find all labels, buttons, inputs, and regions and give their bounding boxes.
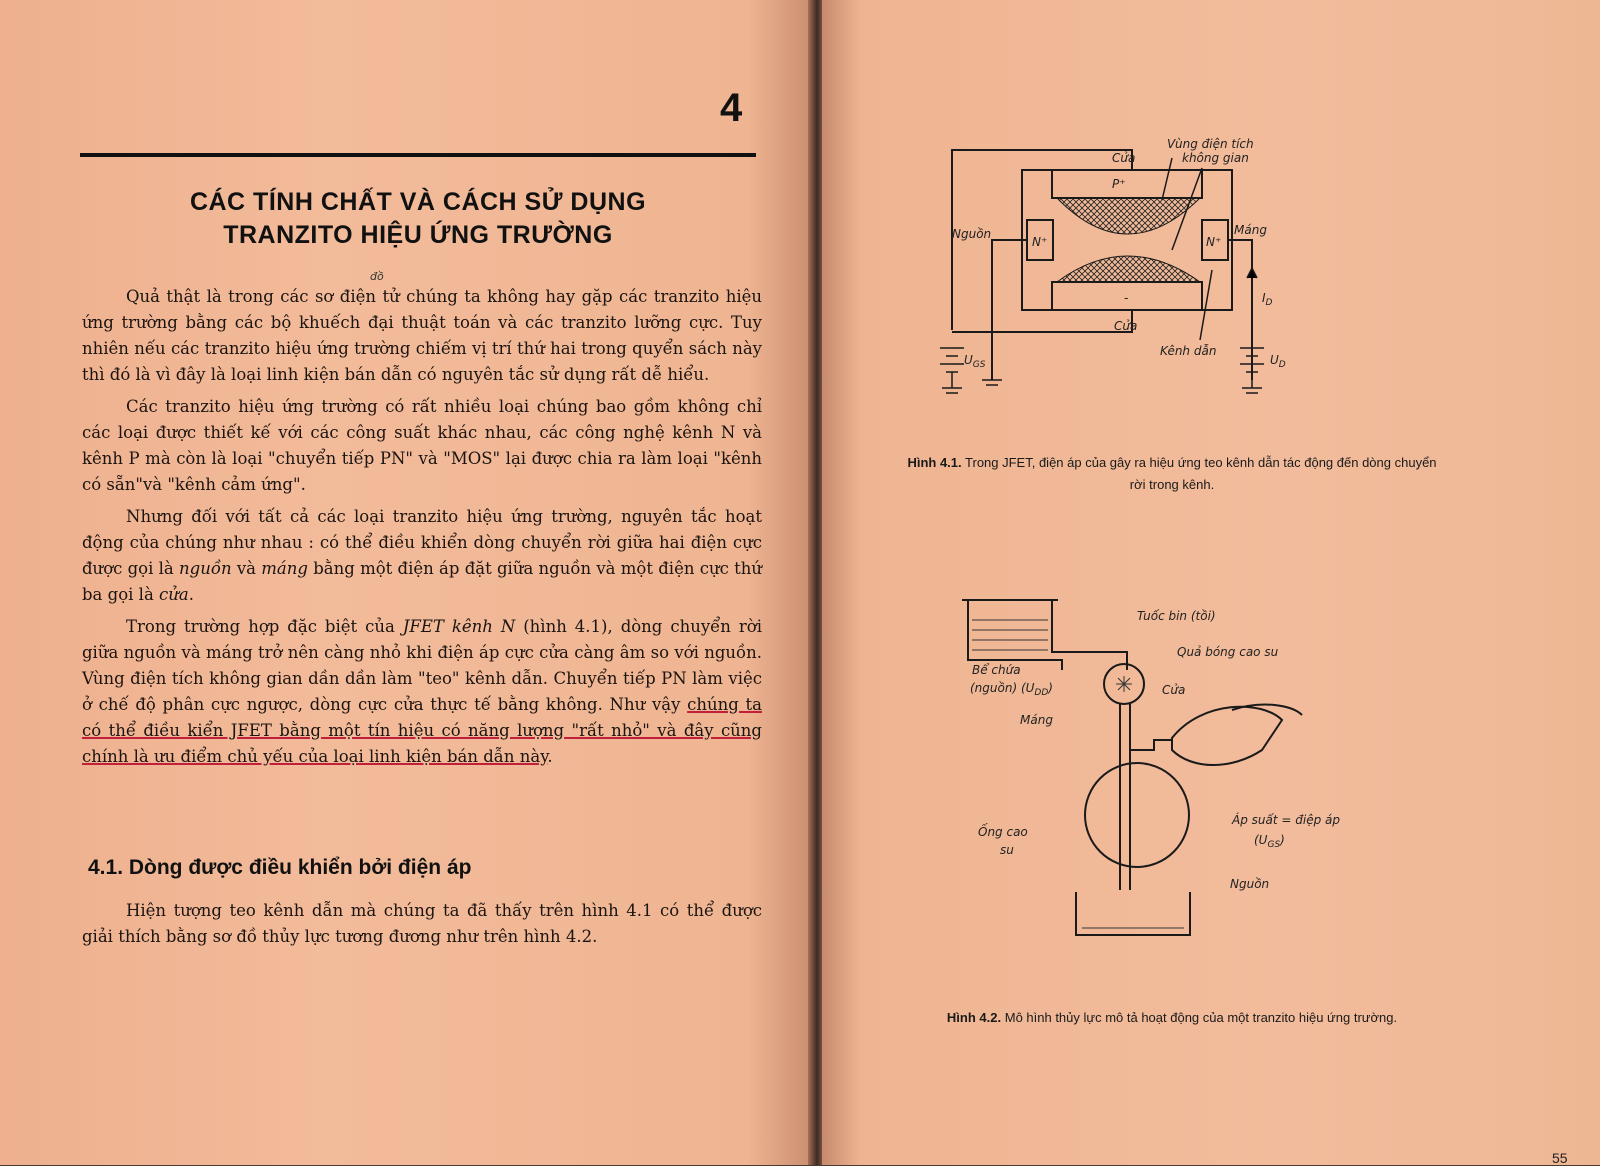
gate-pipe [1130, 740, 1172, 750]
label-n-plus-right: N⁺ [1206, 235, 1222, 249]
paragraph-4-text: . [547, 747, 553, 766]
label-hose-2: su [1000, 843, 1014, 857]
page-number: 55 [1552, 1150, 1568, 1166]
label-source: Nguồn [1230, 877, 1270, 891]
figure-4-2-caption [902, 1007, 1442, 1029]
caption-text: Trong JFET, điện áp của gây ra hiệu ứng teo kênh dẫn tác động đến dòng chuyển rời trong kênh. [965, 455, 1437, 492]
body-text-section [82, 898, 762, 956]
caption-text: Mô hình thủy lực mô tả hoạt động của một tranzito hiệu ứng trường. [1004, 1010, 1398, 1025]
depletion-bottom [1057, 256, 1200, 282]
paragraph-3-text: Nhưng đối với tất cả các loại tranzito hiệu ứng trường, nguyên tắc hoạt động của chúng như nhau : có thể điều khiển dòng chuyển rời giữa hai điện cực được gọi là [82, 507, 762, 578]
term-cua: cửa [159, 585, 189, 604]
label-ud: $U_D$ [1270, 353, 1286, 370]
chapter-title-line1: CÁC TÍNH CHẤT VÀ CÁCH SỬ DỤNG [189, 188, 647, 216]
caption-label: Hình 4.1. [907, 455, 962, 470]
label-tank-1: Bể chứa [972, 663, 1021, 677]
label-gate-bottom: Cửa [1114, 319, 1138, 333]
chapter-rule [80, 153, 756, 157]
label-p-plus: P⁺ [1112, 177, 1126, 191]
tank-outline [968, 600, 1062, 670]
label-pressure-2: $(U_{GS})$ [1254, 833, 1285, 850]
paragraph-3 [82, 504, 762, 608]
label-source: Nguồn [952, 227, 992, 241]
balloon-sphere [1085, 763, 1189, 867]
paragraph-4-text: (hình 4.1), dòng chuyển rời giữa nguồn và máng trở nên càng nhỏ khi điện áp cực cửa càng âm so với nguồn. Vùng điện tích không gian dần dần làm "teo" kênh dẫn. Chuyển tiếp PN làm việc ở chế độ phân cực ngược, dòng cực cửa thực tế bằng không. Như vậy [82, 617, 762, 714]
chapter-number: 4 [720, 86, 743, 130]
figure-4-1-caption [902, 452, 1442, 496]
label-tank-2: (nguồn) $(U_{DD})$ [970, 681, 1053, 698]
label-pressure-1: Áp suất = điệp áp [1232, 813, 1340, 827]
paragraph-1: Quả thật là trong các sơ điện tử chúng ta không hay gặp các tranzito hiệu ứng trường bằng các bộ khuếch đại thuật toán và các tranzito lưỡng cực. Tuy nhiên nếu các tranzito hiệu ứng trường chiếm vị trí thứ hai trong quyển sách này thì đó là vì đây là loại linh kiện bán dẫn có nguyên tắc sử dụng rất dễ hiểu. [82, 287, 762, 384]
figure-jfet-diagram [932, 130, 1352, 410]
section-heading: 4.1. Dòng được điều khiển bởi điện áp [88, 856, 472, 879]
label-gate-top: Cửa [1112, 151, 1136, 165]
caption-label: Hình 4.2. [946, 1010, 1002, 1025]
gate-top-region [1052, 170, 1202, 198]
label-space-charge-2: không gian [1182, 151, 1249, 165]
label-space-charge-1: Vùng điện tích [1167, 137, 1254, 151]
label-n-plus-left: N⁺ [1032, 235, 1048, 249]
gate-bottom-wire [952, 310, 1132, 332]
label-gate: Cửa [1162, 683, 1186, 697]
label-id: $I_D$ [1262, 291, 1273, 308]
depletion-top [1057, 198, 1200, 234]
chapter-title [80, 186, 756, 252]
term-nguon: nguồn [179, 559, 232, 578]
label-channel: Kênh dẫn [1160, 344, 1217, 358]
figure-hydraulic-diagram [932, 590, 1352, 960]
paragraph-4 [82, 614, 762, 770]
paragraph-5: Hiện tượng teo kênh dẫn mà chúng ta đã thấy trên hình 4.1 có thể được giải thích bằng sơ đồ thủy lực tương đương như trên hình 4.2. [82, 901, 762, 946]
right-page [822, 0, 1600, 1165]
label-hose-1: Ống cao [978, 825, 1028, 839]
red-underlined-text: chúng ta có thể điều kiển JFET bằng một tín hiệu có năng lượng "rất nhỏ" và đây cũng chính là ưu điểm chủ yếu của loại linh kiện bán dẫn này [82, 695, 762, 766]
paragraph-3-text: bằng một điện áp đặt giữa nguồn và một điện cực thứ ba gọi là [82, 559, 762, 604]
term-mang: máng [261, 559, 308, 578]
body-text-intro [82, 284, 762, 776]
paragraph-4-text: Trong trường hợp đặc biệt của [126, 617, 403, 636]
handwritten-note: đồ [370, 270, 384, 283]
hand-balloon [1172, 707, 1282, 765]
paragraph-2: Các tranzito hiệu ứng trường có rất nhiều loại chúng bao gồm không chỉ các loại được thiết kế với các công suất khác nhau, các công nghệ kênh N và kênh P mà còn là loại "chuyển tiếp PN" và "MOS" lại được chia ra làm loại "kênh có sẵn"và "kênh cảm ứng". [82, 397, 762, 494]
drain-basin [1076, 892, 1190, 935]
label-drain: Máng [1234, 223, 1267, 237]
chapter-title-line2: TRANZITO HIỆU ỨNG TRƯỜNG [223, 221, 613, 249]
label-balloon: Quả bóng cao su [1177, 645, 1279, 659]
label-minus: - [1124, 291, 1129, 305]
label-turbine: Tuốc bin (tồi) [1137, 609, 1216, 623]
label-drain: Máng [1020, 713, 1053, 727]
label-ugs: $U_{GS}$ [964, 353, 986, 370]
paragraph-3-text: và [231, 559, 262, 578]
paragraph-3-text: . [188, 585, 194, 604]
term-jfet: JFET kênh N [402, 617, 516, 636]
